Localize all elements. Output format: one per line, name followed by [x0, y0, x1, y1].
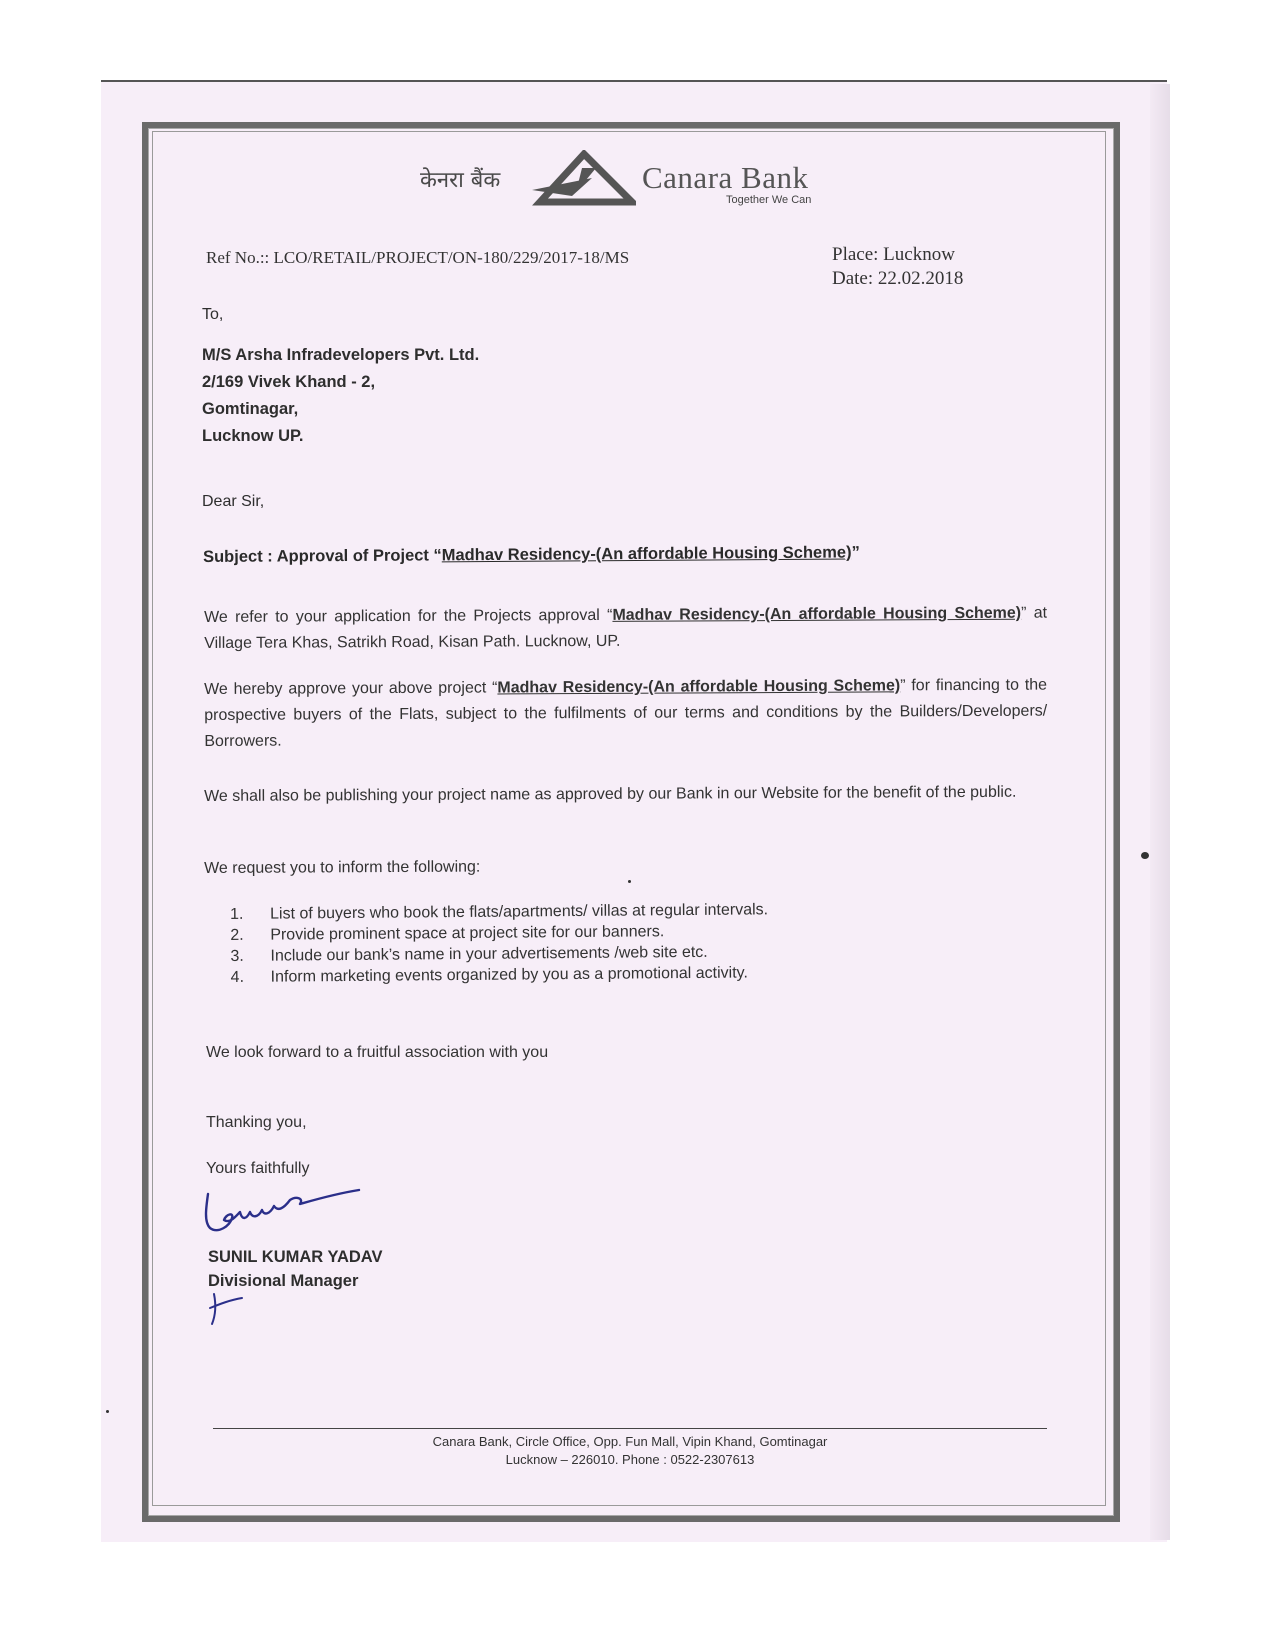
list-number: 4.	[230, 968, 245, 986]
list-number: 1.	[230, 905, 244, 923]
footer-address	[213, 1433, 1047, 1469]
signer-title: Divisional Manager	[208, 1272, 359, 1290]
paragraph-approval	[204, 673, 1047, 755]
place: Place: Lucknow	[832, 244, 955, 265]
salutation: Dear Sir,	[202, 493, 265, 510]
paragraph-text: ” at Village Tera Khas, Satrikh Road, Kisan Path. Lucknow, UP.	[204, 604, 1048, 652]
date: Date: 22.02.2018	[832, 268, 964, 289]
reference-number: Ref No.:: LCO/RETAIL/PROJECT/ON-180/229/2017-18/MS	[206, 248, 630, 267]
list-text: Inform marketing events organized by you as a promotional activity.	[270, 964, 748, 986]
scan-speck	[106, 1410, 109, 1413]
paper-edge	[1150, 84, 1170, 1540]
address-line: 2/169 Vivek Khand - 2,	[202, 373, 376, 391]
paragraph-text: We hereby approve your above project “	[204, 679, 498, 698]
address-line: M/S Arsha Infradevelopers Pvt. Ltd.	[202, 346, 480, 364]
scan-speck	[1141, 852, 1149, 859]
list-text: Include our bank’s name in your advertisements /web site etc.	[270, 943, 708, 965]
logo-tagline: Together We Can	[726, 194, 812, 206]
subject-suffix: ”	[851, 543, 860, 562]
paragraph-text: We refer to your application for the Projects approval “	[204, 606, 613, 626]
footer-line: Lucknow – 226010. Phone : 0522-2307613	[505, 1452, 755, 1467]
closing-line: We look forward to a fruitful association with you	[206, 1044, 549, 1061]
subject-prefix: Subject : Approval of Project “	[203, 546, 442, 566]
paragraph-publishing: We shall also be publishing your project name as approved by our Bank in our Website for the benefit of the public.	[204, 783, 1017, 805]
scan-speck	[628, 880, 631, 883]
thanking-line: Thanking you,	[206, 1114, 307, 1131]
project-name: Madhav Residency-(An affordable Housing Scheme)	[612, 604, 1022, 624]
page-border-inner	[152, 131, 1106, 1506]
initial-mark	[206, 1290, 246, 1326]
subject-project: Madhav Residency-(An affordable Housing Scheme)	[441, 543, 852, 565]
project-name: Madhav Residency-(An affordable Housing Scheme)	[497, 677, 901, 697]
to-line: To,	[202, 306, 224, 323]
list-text: Provide prominent space at project site for our banners.	[270, 923, 665, 944]
list-number: 2.	[230, 926, 244, 944]
handwritten-signature	[204, 1186, 374, 1246]
canara-triangle-icon	[532, 150, 636, 208]
address-line: Gomtinagar,	[202, 400, 299, 418]
address-line: Lucknow UP.	[202, 427, 304, 445]
paragraph-application	[204, 601, 1047, 657]
list-number: 3.	[230, 947, 244, 965]
footer-line: Canara Bank, Circle Office, Opp. Fun Mall, Vipin Khand, Gomtinagar	[432, 1434, 828, 1449]
recipient-address	[202, 342, 479, 450]
list-text: List of buyers who book the flats/apartments/ villas at regular intervals.	[270, 901, 769, 923]
footer-divider	[213, 1428, 1047, 1429]
logo-english-text: Canara Bank	[642, 160, 809, 195]
place-date-block	[832, 243, 963, 291]
paragraph-request: We request you to inform the following:	[204, 858, 481, 877]
logo-hindi-text: केनरा बैंक	[420, 168, 501, 193]
yours-faithfully: Yours faithfully	[206, 1160, 310, 1177]
signer-name: SUNIL KUMAR YADAV	[208, 1248, 383, 1266]
letterhead-logo	[420, 150, 850, 214]
request-list	[230, 899, 769, 988]
paragraph-text: ” for financing to the prospective buyers of the Flats, subject to the fulfilments of our terms and conditions by the Builders/Developers/ Borrowers.	[204, 676, 1048, 750]
